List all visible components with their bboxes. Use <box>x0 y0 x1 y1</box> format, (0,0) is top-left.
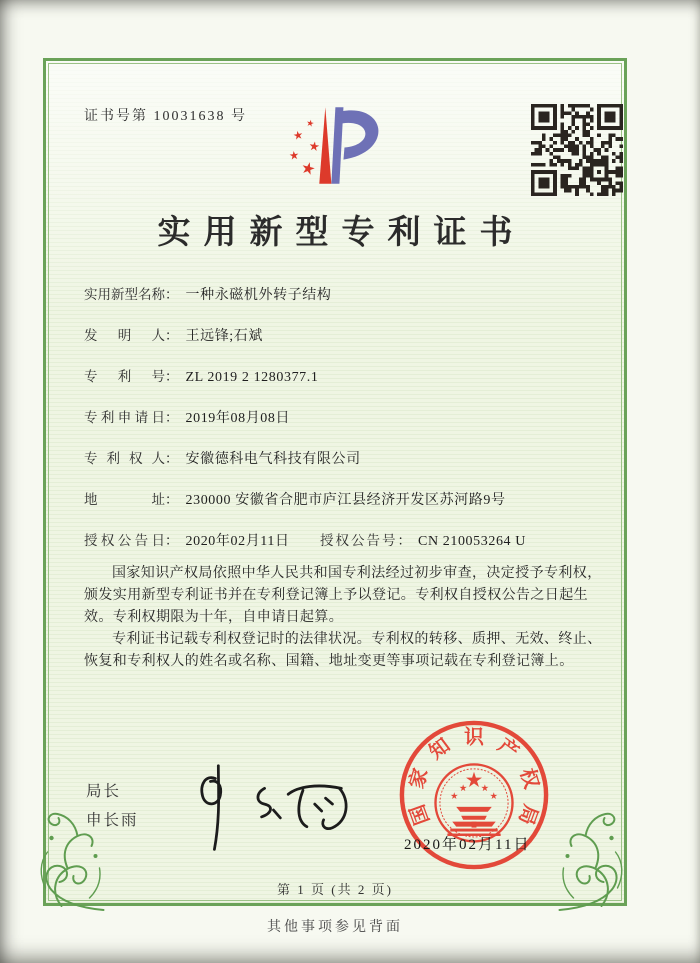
seal-date: 2020年02月11日 <box>404 837 531 853</box>
field-colon: ： <box>165 369 179 384</box>
field-label: 专利申请日 <box>84 410 165 425</box>
field-row <box>84 447 604 488</box>
cnipa-logo-icon <box>281 101 417 192</box>
corner-flourish-right-icon <box>555 798 633 913</box>
field-label: 授权公告日 <box>84 533 165 548</box>
field-value: 王远锋;石斌 <box>185 329 263 344</box>
field-label: 地址 <box>84 492 165 507</box>
field-label: 专利权人 <box>84 451 165 466</box>
corner-flourish-left-icon <box>30 798 108 913</box>
fields-list <box>84 283 604 570</box>
field-row <box>84 488 604 529</box>
national-emblem-icon <box>435 764 512 841</box>
field-value: 一种永磁机外转子结构 <box>185 288 332 303</box>
field-value: ZL 2019 2 1280377.1 <box>185 370 319 385</box>
signer-name: 申长雨 <box>86 812 139 829</box>
seal-character: 权 <box>515 765 543 792</box>
seal-character: 识 <box>464 726 484 749</box>
qr-code <box>531 104 623 196</box>
seal-character: 产 <box>493 734 523 764</box>
seal-character: 局 <box>514 801 542 828</box>
field-row <box>84 324 604 365</box>
field-row <box>84 365 604 406</box>
certificate-number: 证书号第 10031638 号 <box>84 109 247 124</box>
field-value-secondary: CN 210053264 U <box>418 534 526 549</box>
seal-character: 知 <box>425 734 455 764</box>
field-colon: ： <box>165 410 179 425</box>
field-label-secondary: 授权公告号 <box>320 533 398 548</box>
field-colon: ： <box>165 451 179 466</box>
field-value: 2020年02月11日 <box>185 534 290 549</box>
legal-paragraph-1: 国家知识产权局依照中华人民共和国专利法经过初步审查，决定授予专利权，颁发实用新型专利证书并在专利登记簿上予以登记。专利权自授权公告之日起生效。专利权期限为十年，自申请日起算。 <box>84 566 602 625</box>
certificate-title: 实用新型专利证书 <box>157 215 526 251</box>
signer-title: 局长 <box>86 783 122 800</box>
page-number: 第 1 页 (共 2 页) <box>277 882 393 897</box>
field-colon: ： <box>165 533 179 548</box>
seal-character: 家 <box>405 765 433 792</box>
field-row <box>84 406 604 447</box>
field-colon: ： <box>165 328 179 343</box>
footer-note: 其他事项参见背面 <box>267 920 403 935</box>
field-value: 2019年08月08日 <box>185 411 291 426</box>
field-colon: ： <box>165 492 179 507</box>
legal-paragraph-2: 专利证书记载专利权登记时的法律状况。专利权的转移、质押、无效、终止、恢复和专利权人的姓名或名称、国籍、地址变更等事项记载在专利登记簿上。 <box>84 632 602 669</box>
field-secondary <box>320 529 526 550</box>
field-colon: ： <box>165 287 179 302</box>
field-label: 专利号 <box>84 369 165 384</box>
field-colon: ： <box>397 533 411 548</box>
field-value: 230000 安徽省合肥市庐江县经济开发区苏河路9号 <box>185 493 506 508</box>
legal-text <box>84 563 612 673</box>
field-value: 安徽德科电气科技有限公司 <box>185 452 361 467</box>
signature-handwriting <box>178 760 360 860</box>
field-label: 发明人 <box>84 328 165 343</box>
seal-character: 国 <box>406 801 434 828</box>
field-row <box>84 283 604 324</box>
field-label: 实用新型名称 <box>84 287 165 302</box>
